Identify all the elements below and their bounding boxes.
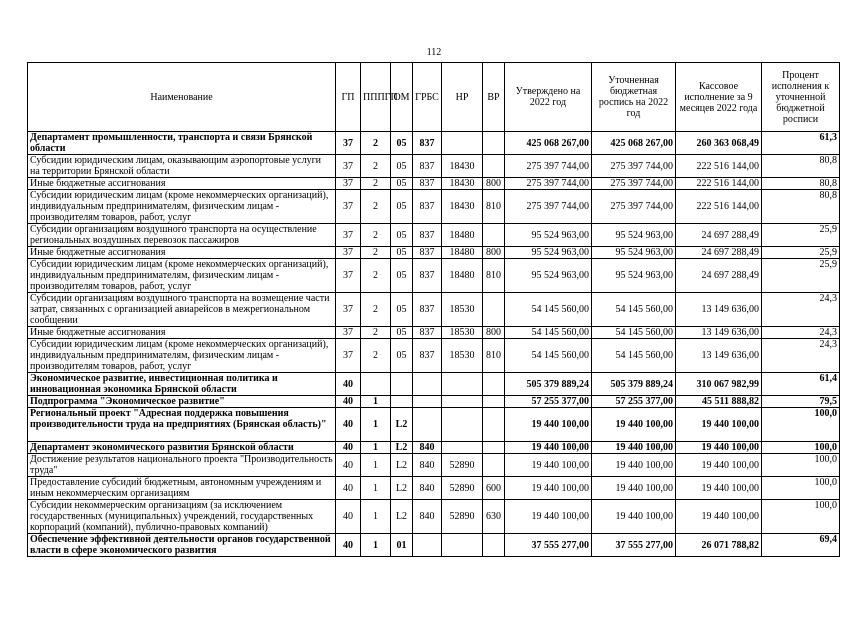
row-om: 05 <box>391 155 413 178</box>
row-percent: 61,4 <box>762 373 840 396</box>
table-row <box>28 293 840 327</box>
row-nr <box>442 396 483 408</box>
table-row <box>28 408 840 442</box>
row-refined: 19 440 100,00 <box>592 500 676 534</box>
row-cash: 19 440 100,00 <box>676 442 762 454</box>
row-approved: 275 397 744,00 <box>505 178 592 190</box>
row-percent: 24,3 <box>762 327 840 339</box>
header-approved: Утверждено на 2022 год <box>505 63 592 132</box>
row-refined: 57 255 377,00 <box>592 396 676 408</box>
row-name: Субсидии юридическим лицам (кроме некоммерческих организаций), индивидуальным предпринимателям, физическим лицам - производителям товаров, работ, услуг <box>28 339 336 373</box>
row-percent: 79,5 <box>762 396 840 408</box>
row-om: 05 <box>391 132 413 155</box>
row-vr <box>483 396 505 408</box>
row-gp: 40 <box>336 477 361 500</box>
row-om: 01 <box>391 534 413 557</box>
row-refined: 54 145 560,00 <box>592 339 676 373</box>
row-pp: 2 <box>361 190 391 224</box>
row-name: Субсидии юридическим лицам, оказывающим аэропортовые услуги на территории Брянской области <box>28 155 336 178</box>
row-refined: 505 379 889,24 <box>592 373 676 396</box>
row-pp <box>361 373 391 396</box>
row-nr <box>442 408 483 442</box>
row-nr <box>442 534 483 557</box>
header-grbs: ГРБС <box>413 63 442 132</box>
row-nr: 52890 <box>442 454 483 477</box>
row-name: Достижение результатов национального проекта "Производительность труда" <box>28 454 336 477</box>
row-vr <box>483 408 505 442</box>
row-percent: 80,8 <box>762 178 840 190</box>
row-name: Департамент экономического развития Брянской области <box>28 442 336 454</box>
row-approved: 54 145 560,00 <box>505 339 592 373</box>
table-row <box>28 247 840 259</box>
row-gp: 37 <box>336 178 361 190</box>
row-gp: 37 <box>336 259 361 293</box>
table-row <box>28 442 840 454</box>
header-percent: Процент исполнения к уточненной бюджетной росписи <box>762 63 840 132</box>
row-percent: 80,8 <box>762 190 840 224</box>
row-percent: 69,4 <box>762 534 840 557</box>
row-vr: 800 <box>483 178 505 190</box>
row-approved: 54 145 560,00 <box>505 327 592 339</box>
row-vr <box>483 132 505 155</box>
row-name: Региональный проект "Адресная поддержка повышения производительности труда на предприятиях (Брянская область)" <box>28 408 336 442</box>
row-nr <box>442 373 483 396</box>
row-om: L2 <box>391 500 413 534</box>
row-om: L2 <box>391 477 413 500</box>
row-cash: 13 149 636,00 <box>676 327 762 339</box>
row-gp: 37 <box>336 132 361 155</box>
row-name: Субсидии некоммерческим организациям (за исключением государственных (муниципальных) учреждений, государственных корпораций (компаний), публично-правовых компаний) <box>28 500 336 534</box>
header-cash: Кассовое исполнение за 9 месяцев 2022 года <box>676 63 762 132</box>
row-nr: 18480 <box>442 247 483 259</box>
row-om: L2 <box>391 442 413 454</box>
row-approved: 275 397 744,00 <box>505 155 592 178</box>
row-refined: 95 524 963,00 <box>592 259 676 293</box>
row-pp: 1 <box>361 454 391 477</box>
row-cash: 24 697 288,49 <box>676 247 762 259</box>
table-row <box>28 259 840 293</box>
row-gp: 40 <box>336 454 361 477</box>
budget-table <box>27 62 840 557</box>
row-percent: 100,0 <box>762 477 840 500</box>
row-vr <box>483 442 505 454</box>
row-vr: 600 <box>483 477 505 500</box>
row-percent: 25,9 <box>762 247 840 259</box>
row-grbs: 840 <box>413 500 442 534</box>
row-approved: 19 440 100,00 <box>505 408 592 442</box>
row-grbs <box>413 408 442 442</box>
row-cash: 260 363 068,49 <box>676 132 762 155</box>
row-vr <box>483 293 505 327</box>
row-cash: 310 067 982,99 <box>676 373 762 396</box>
table-row <box>28 454 840 477</box>
row-om: 05 <box>391 259 413 293</box>
row-om: L2 <box>391 454 413 477</box>
row-refined: 275 397 744,00 <box>592 178 676 190</box>
row-om <box>391 396 413 408</box>
row-grbs: 837 <box>413 224 442 247</box>
row-vr <box>483 534 505 557</box>
row-cash: 19 440 100,00 <box>676 477 762 500</box>
row-gp: 40 <box>336 500 361 534</box>
row-cash: 19 440 100,00 <box>676 408 762 442</box>
row-name: Предоставление субсидий бюджетным, автономным учреждениям и иным некоммерческим организациям <box>28 477 336 500</box>
table-row <box>28 534 840 557</box>
row-pp: 2 <box>361 293 391 327</box>
row-name: Департамент промышленности, транспорта и связи Брянской области <box>28 132 336 155</box>
row-name: Обеспечение эффективной деятельности органов государственной власти в сфере экономического развития <box>28 534 336 557</box>
row-gp: 37 <box>336 247 361 259</box>
row-refined: 54 145 560,00 <box>592 293 676 327</box>
row-nr: 18530 <box>442 293 483 327</box>
row-grbs <box>413 396 442 408</box>
row-gp: 40 <box>336 442 361 454</box>
row-grbs: 840 <box>413 477 442 500</box>
row-om: 05 <box>391 293 413 327</box>
row-name: Субсидии организациям воздушного транспорта на возмещение части затрат, связанных с организацией авиарейсов в межрегиональном сообщении <box>28 293 336 327</box>
row-nr: 18430 <box>442 190 483 224</box>
row-cash: 19 440 100,00 <box>676 500 762 534</box>
row-refined: 95 524 963,00 <box>592 247 676 259</box>
row-pp: 1 <box>361 534 391 557</box>
row-gp: 40 <box>336 396 361 408</box>
row-gp: 37 <box>336 224 361 247</box>
row-refined: 275 397 744,00 <box>592 190 676 224</box>
table-row <box>28 132 840 155</box>
row-om: 05 <box>391 190 413 224</box>
row-vr: 800 <box>483 247 505 259</box>
row-percent: 100,0 <box>762 442 840 454</box>
row-approved: 95 524 963,00 <box>505 259 592 293</box>
row-pp: 1 <box>361 442 391 454</box>
row-om: 05 <box>391 224 413 247</box>
table-row <box>28 339 840 373</box>
row-vr <box>483 155 505 178</box>
row-approved: 95 524 963,00 <box>505 224 592 247</box>
row-refined: 19 440 100,00 <box>592 442 676 454</box>
table-header-row <box>28 63 840 132</box>
row-pp: 2 <box>361 339 391 373</box>
row-percent: 25,9 <box>762 259 840 293</box>
row-gp: 37 <box>336 339 361 373</box>
row-pp: 1 <box>361 408 391 442</box>
header-gp: ГП <box>336 63 361 132</box>
row-om: 05 <box>391 247 413 259</box>
table-row <box>28 327 840 339</box>
row-refined: 275 397 744,00 <box>592 155 676 178</box>
row-vr: 810 <box>483 259 505 293</box>
header-vr: ВР <box>483 63 505 132</box>
row-refined: 425 068 267,00 <box>592 132 676 155</box>
row-pp: 2 <box>361 247 391 259</box>
table-row <box>28 500 840 534</box>
row-vr <box>483 454 505 477</box>
row-name: Экономическое развитие, инвестиционная политика и инновационная экономика Брянской области <box>28 373 336 396</box>
row-percent: 25,9 <box>762 224 840 247</box>
row-percent: 100,0 <box>762 454 840 477</box>
row-vr: 630 <box>483 500 505 534</box>
row-nr: 18530 <box>442 339 483 373</box>
row-vr <box>483 373 505 396</box>
row-cash: 26 071 788,82 <box>676 534 762 557</box>
table-row <box>28 224 840 247</box>
row-nr: 52890 <box>442 477 483 500</box>
row-grbs: 837 <box>413 247 442 259</box>
row-grbs <box>413 534 442 557</box>
row-vr: 800 <box>483 327 505 339</box>
row-grbs: 837 <box>413 339 442 373</box>
row-pp: 2 <box>361 327 391 339</box>
row-nr: 18430 <box>442 178 483 190</box>
row-grbs: 840 <box>413 454 442 477</box>
row-name: Иные бюджетные ассигнования <box>28 178 336 190</box>
row-nr: 18480 <box>442 259 483 293</box>
row-percent: 24,3 <box>762 293 840 327</box>
row-refined: 37 555 277,00 <box>592 534 676 557</box>
row-approved: 275 397 744,00 <box>505 190 592 224</box>
header-om: ОМ <box>391 63 413 132</box>
row-gp: 37 <box>336 190 361 224</box>
table-body <box>28 132 840 557</box>
row-approved: 19 440 100,00 <box>505 454 592 477</box>
row-grbs: 837 <box>413 259 442 293</box>
row-cash: 24 697 288,49 <box>676 259 762 293</box>
row-om: 05 <box>391 327 413 339</box>
table-row <box>28 178 840 190</box>
row-cash: 24 697 288,49 <box>676 224 762 247</box>
table-row <box>28 477 840 500</box>
row-name: Иные бюджетные ассигнования <box>28 247 336 259</box>
row-approved: 505 379 889,24 <box>505 373 592 396</box>
row-cash: 45 511 888,82 <box>676 396 762 408</box>
row-approved: 425 068 267,00 <box>505 132 592 155</box>
row-nr: 18430 <box>442 155 483 178</box>
row-cash: 222 516 144,00 <box>676 190 762 224</box>
row-gp: 40 <box>336 373 361 396</box>
row-grbs: 837 <box>413 155 442 178</box>
row-om: 05 <box>391 178 413 190</box>
table-row <box>28 373 840 396</box>
row-cash: 19 440 100,00 <box>676 454 762 477</box>
row-vr: 810 <box>483 339 505 373</box>
header-pp: ПППГП <box>361 63 391 132</box>
row-percent: 24,3 <box>762 339 840 373</box>
row-gp: 40 <box>336 534 361 557</box>
row-gp: 37 <box>336 155 361 178</box>
row-pp: 2 <box>361 178 391 190</box>
header-name: Наименование <box>28 63 336 132</box>
row-refined: 19 440 100,00 <box>592 454 676 477</box>
row-percent: 100,0 <box>762 500 840 534</box>
row-om: 05 <box>391 339 413 373</box>
row-refined: 19 440 100,00 <box>592 477 676 500</box>
row-pp: 2 <box>361 155 391 178</box>
row-approved: 19 440 100,00 <box>505 442 592 454</box>
row-cash: 222 516 144,00 <box>676 155 762 178</box>
row-name: Иные бюджетные ассигнования <box>28 327 336 339</box>
row-approved: 19 440 100,00 <box>505 500 592 534</box>
row-pp: 1 <box>361 396 391 408</box>
table-row <box>28 155 840 178</box>
row-cash: 222 516 144,00 <box>676 178 762 190</box>
row-gp: 37 <box>336 327 361 339</box>
row-name: Субсидии организациям воздушного транспорта на осуществление региональных воздушных перевозок пассажиров <box>28 224 336 247</box>
row-percent: 80,8 <box>762 155 840 178</box>
row-refined: 95 524 963,00 <box>592 224 676 247</box>
table-row <box>28 396 840 408</box>
row-refined: 54 145 560,00 <box>592 327 676 339</box>
row-grbs: 837 <box>413 293 442 327</box>
row-grbs: 837 <box>413 132 442 155</box>
row-cash: 13 149 636,00 <box>676 293 762 327</box>
row-name: Субсидии юридическим лицам (кроме некоммерческих организаций), индивидуальным предпринимателям, физическим лицам - производителям товаров, работ, услуг <box>28 190 336 224</box>
row-approved: 95 524 963,00 <box>505 247 592 259</box>
row-nr: 52890 <box>442 500 483 534</box>
row-approved: 57 255 377,00 <box>505 396 592 408</box>
page-number: 112 <box>426 47 442 58</box>
row-cash: 13 149 636,00 <box>676 339 762 373</box>
row-approved: 19 440 100,00 <box>505 477 592 500</box>
row-grbs: 837 <box>413 190 442 224</box>
row-vr: 810 <box>483 190 505 224</box>
row-name: Подпрограмма "Экономическое развитие" <box>28 396 336 408</box>
row-grbs: 840 <box>413 442 442 454</box>
row-pp: 2 <box>361 224 391 247</box>
row-gp: 40 <box>336 408 361 442</box>
row-nr <box>442 132 483 155</box>
row-nr: 18480 <box>442 224 483 247</box>
header-nr: НР <box>442 63 483 132</box>
row-grbs: 837 <box>413 178 442 190</box>
row-gp: 37 <box>336 293 361 327</box>
header-refined: Уточненная бюджетная роспись на 2022 год <box>592 63 676 132</box>
row-pp: 1 <box>361 477 391 500</box>
row-om <box>391 373 413 396</box>
row-vr <box>483 224 505 247</box>
row-refined: 19 440 100,00 <box>592 408 676 442</box>
row-grbs <box>413 373 442 396</box>
row-grbs: 837 <box>413 327 442 339</box>
row-percent: 100,0 <box>762 408 840 442</box>
row-approved: 54 145 560,00 <box>505 293 592 327</box>
table-row <box>28 190 840 224</box>
row-pp: 2 <box>361 132 391 155</box>
row-pp: 1 <box>361 500 391 534</box>
row-approved: 37 555 277,00 <box>505 534 592 557</box>
row-name: Субсидии юридическим лицам (кроме некоммерческих организаций), индивидуальным предпринимателям, физическим лицам - производителям товаров, работ, услуг <box>28 259 336 293</box>
row-nr: 18530 <box>442 327 483 339</box>
row-om: L2 <box>391 408 413 442</box>
row-pp: 2 <box>361 259 391 293</box>
row-percent: 61,3 <box>762 132 840 155</box>
row-nr <box>442 442 483 454</box>
